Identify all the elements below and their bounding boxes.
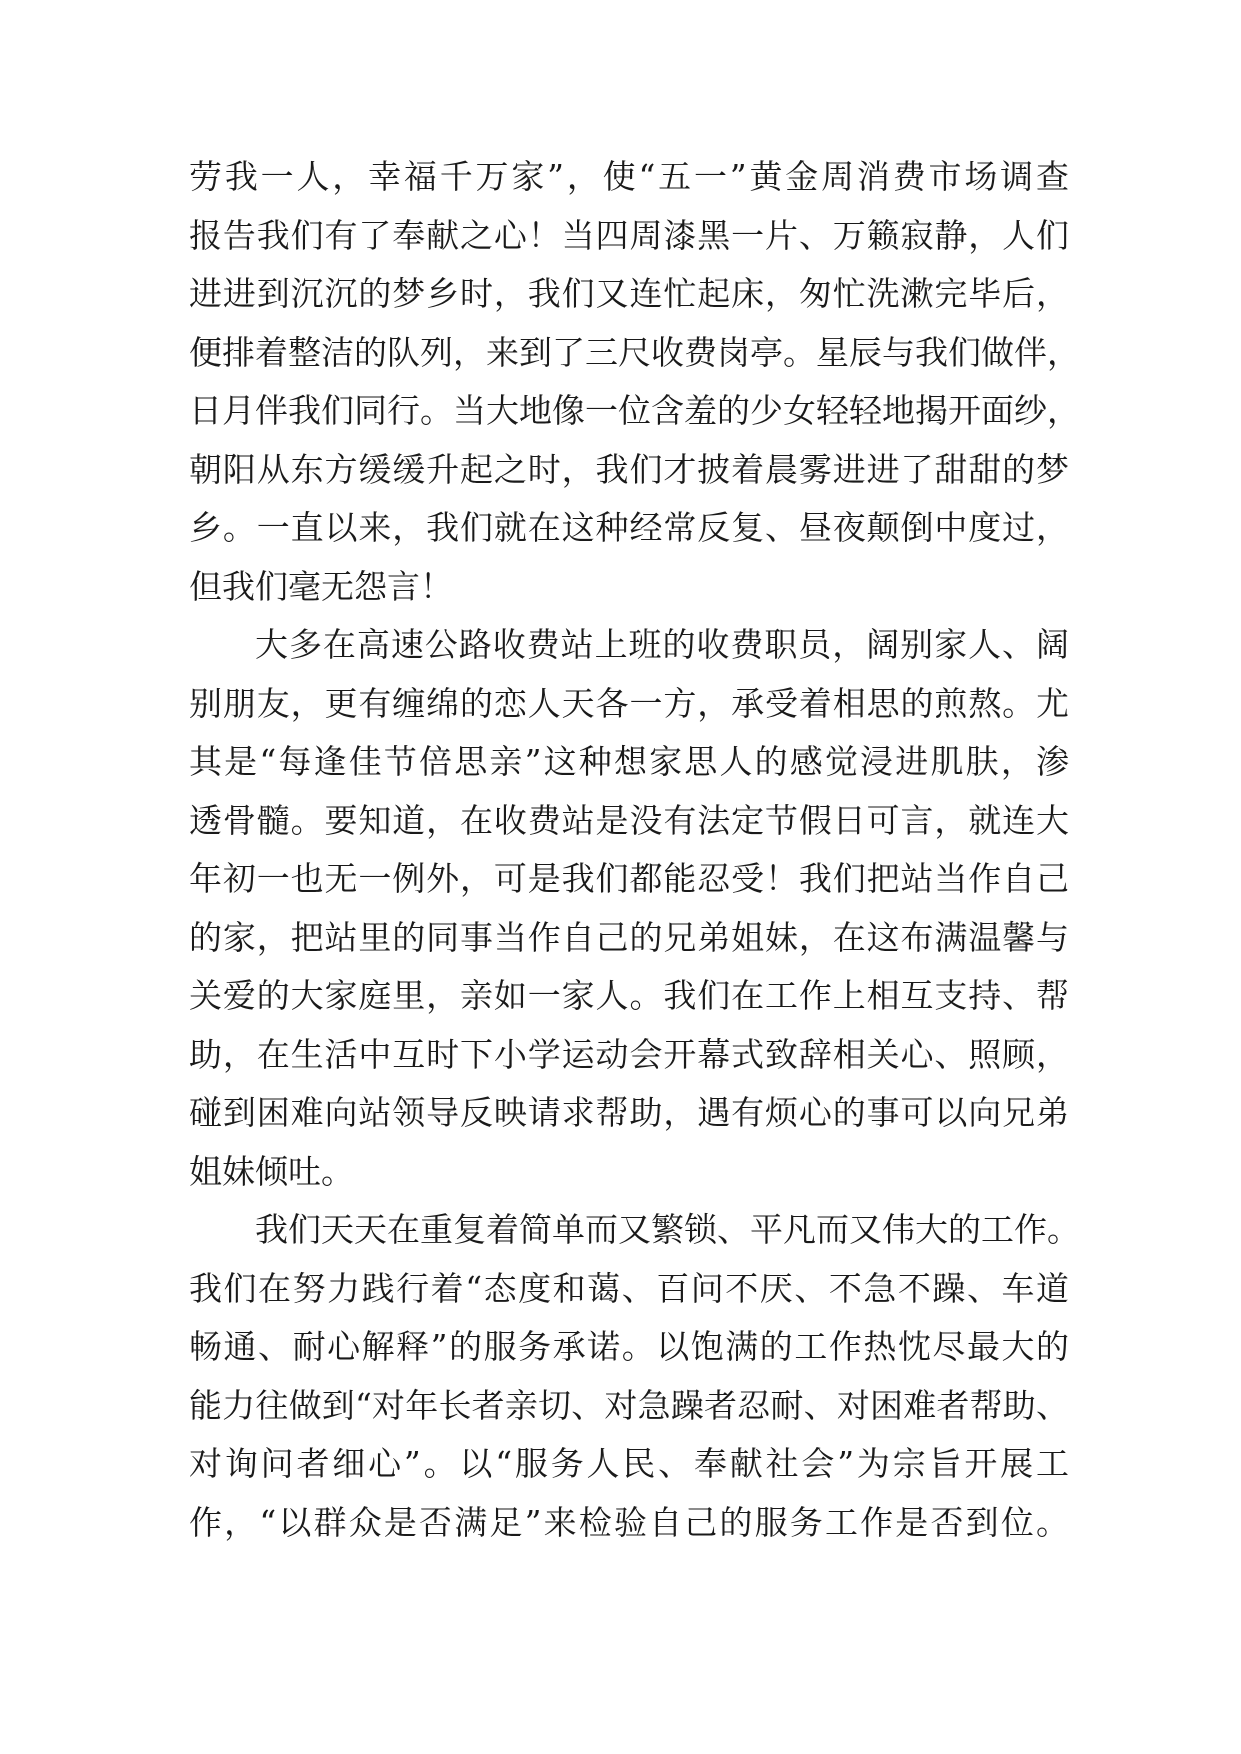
- text-line: 我们天天在重复着简单而又繁锁、平凡而又伟大的工作。: [255, 1210, 1080, 1249]
- text-line: 年初一也无一例外，可是我们都能忍受！我们把站当作自己: [189, 859, 1069, 898]
- text-line: 对询问者细心”。以“服务人民、奉献社会”为宗旨开展工: [189, 1444, 1069, 1483]
- text-line: 关爱的大家庭里，亲如一家人。我们在工作上相互支持、帮: [189, 976, 1069, 1015]
- text-line: 日月伴我们同行。当大地像一位含羞的少女轻轻地揭开面纱，: [189, 391, 1080, 430]
- text-line: 助，在生活中互时下小学运动会开幕式致辞相关心、照顾，: [189, 1034, 1069, 1074]
- text-line: 碰到困难向站领导反映请求帮助，遇有烦心的事可以向兄弟: [189, 1093, 1069, 1132]
- text-line: 作，“以群众是否满足”来检验自己的服务工作是否到位。: [189, 1502, 1069, 1542]
- paragraph-2: [189, 616, 1069, 1201]
- text-line: 其是“每逢佳节倍思亲”这种想家思人的感觉浸进肌肤，渗: [189, 742, 1069, 781]
- text-line: 我们在努力践行着“态度和蔼、百问不厌、不急不躁、车道: [189, 1268, 1069, 1308]
- text-line: 别朋友，更有缠绵的恋人天各一方，承受着相思的煎熬。尤: [189, 683, 1069, 723]
- paragraph-1: [189, 148, 1080, 616]
- paragraph-3: [189, 1201, 1080, 1552]
- text-line: 大多在高速公路收费站上班的收费职员，阔别家人、阔: [255, 625, 1069, 664]
- text-line: 便排着整洁的队列，来到了三尺收费岗亭。星辰与我们做伴，: [189, 332, 1080, 372]
- text-line: 姐妹倾吐。: [189, 1151, 354, 1191]
- text-line: 劳我一人，幸福千万家”，使“五一”黄金周消费市场调查: [189, 157, 1069, 196]
- text-line: 能力往做到“对年长者亲切、对急躁者忍耐、对困难者帮助、: [189, 1385, 1069, 1425]
- text-line: 乡。一直以来，我们就在这种经常反复、昼夜颠倒中度过，: [189, 508, 1069, 547]
- text-line: 朝阳从东方缓缓升起之时，我们才披着晨雾进进了甜甜的梦: [189, 449, 1069, 489]
- text-line: 进进到沉沉的梦乡时，我们又连忙起床，匆忙洗漱完毕后，: [189, 274, 1069, 313]
- text-line: 但我们毫无怨言！: [189, 566, 453, 606]
- text-line: 透骨髓。要知道，在收费站是没有法定节假日可言，就连大: [189, 800, 1069, 840]
- text-line: 报告我们有了奉献之心！当四周漆黑一片、万籁寂静，人们: [189, 215, 1069, 255]
- text-line: 的家，把站里的同事当作自己的兄弟姐妹，在这布满温馨与: [189, 917, 1069, 957]
- text-line: 畅通、耐心解释”的服务承诺。以饱满的工作热忱尽最大的: [189, 1327, 1069, 1366]
- body-text: [189, 148, 1080, 1552]
